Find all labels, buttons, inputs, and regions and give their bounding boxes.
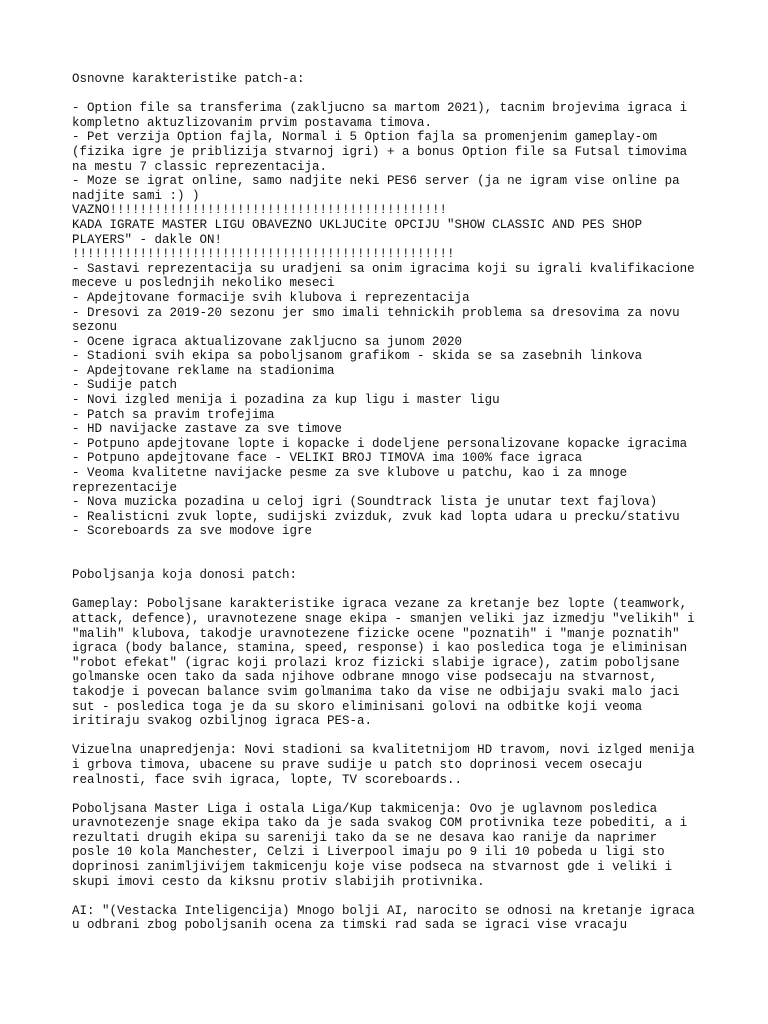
text-line: - Apdejtovane formacije svih klubova i reprezentacija: [72, 290, 470, 305]
text-line: i grbova timova, ubacene su prave sudije u patch sto doprinosi vecem osecaju: [72, 757, 643, 772]
text-line: - Pet verzija Option fajla, Normal i 5 Option fajla sa promenjenim gameplay-om: [72, 130, 658, 145]
text-line: - Nova muzicka pozadina u celoj igri (Soundtrack lista je unutar text fajlova): [72, 495, 658, 510]
text-line: "robot efekat" (igrac koji prolazi kroz fizicki slabije igrace), zatim poboljsane: [72, 655, 680, 670]
text-line: doprinosi zanimljivijem takmicenju koje vise podseca na stvarnost gde i veliki i: [72, 860, 673, 875]
text-line: - Sudije patch: [72, 378, 178, 393]
text-line: posle 10 kola Manchester, Celzi i Liverpool imaju po 9 ili 10 pobeda u ligi sto: [72, 845, 665, 860]
text-line: [72, 554, 732, 569]
text-line: (fizika igre je priblizija stvarnoj igri) + a bonus Option file sa Futsal timovima: [72, 144, 688, 159]
text-line: rezultati drugih ekipa su sareniji tako da se ne desava kao ranije da naprimer: [72, 830, 658, 845]
text-line: - Patch sa pravim trofejima: [72, 407, 275, 422]
text-line: kompletno aktuzlizovanim prvim postavama timova.: [72, 115, 433, 130]
document-body: [72, 72, 732, 933]
text-line: - Sastavi reprezentacija su uradjeni sa onim igracima koji su igrali kvalifikacione: [72, 261, 695, 276]
text-line: realnosti, face svih igraca, lopte, TV scoreboards..: [72, 772, 463, 787]
text-line: - Stadioni svih ekipa sa poboljsanom grafikom - skida se sa zasebnih linkova: [72, 349, 643, 364]
text-line: [72, 583, 732, 598]
text-line: - Realisticni zvuk lopte, sudijski zvizduk, zvuk kad lopta udara u precku/stativu: [72, 509, 680, 524]
text-line: na mestu 7 classic reprezentacija.: [72, 159, 328, 174]
text-line: - Moze se igrat online, samo nadjite neki PES6 server (ja ne igram vise online pa: [72, 174, 680, 189]
text-line: AI: "(Vestacka Inteligencija) Mnogo bolji AI, narocito se odnosi na kretanje igraca: [72, 903, 695, 918]
text-line: Poboljsana Master Liga i ostala Liga/Kup takmicenja: Ovo je uglavnom posledica: [72, 801, 658, 816]
text-line: - Scoreboards za sve modove igre: [72, 524, 313, 539]
text-line: uravnotezenje snage ekipa tako da je sada svakog COM protivnika teze pobediti, a i: [72, 816, 688, 831]
text-line: [72, 87, 732, 102]
text-line: u odbrani zbog poboljsanih ocena za timski rad sada se igraci vise vracaju: [72, 918, 628, 933]
text-line: [72, 729, 732, 744]
text-line: takodje i povecan balance svim golmanima tako da vise ne odbijaju svaki malo jaci: [72, 684, 680, 699]
text-line: [72, 889, 732, 904]
text-line: attack, defence), uravnotezene snage ekipa - smanjen veliki jaz izmedju "velikih" i: [72, 611, 695, 626]
text-line: VAZNO!!!!!!!!!!!!!!!!!!!!!!!!!!!!!!!!!!!!!!!!!!!!!: [72, 203, 448, 218]
text-line: [72, 539, 732, 554]
text-line: - Novi izgled menija i pozadina za kup ligu i master ligu: [72, 393, 500, 408]
text-line: golmanske ocen tako da sada njihove odbrane mnogo vise podsecaju na stvarnost,: [72, 670, 658, 685]
text-line: [72, 787, 732, 802]
text-line: PLAYERS" - dakle ON!: [72, 232, 223, 247]
text-line: Osnovne karakteristike patch-a:: [72, 72, 305, 86]
text-line: - Dresovi za 2019-20 sezonu jer smo imali tehnickih problema sa dresovima za novu: [72, 305, 680, 320]
text-line: igraca (body balance, stamina, speed, response) i kao posledica toga je eliminisan: [72, 641, 688, 656]
text-line: nadjite sami :) ): [72, 188, 200, 203]
text-line: - Potpuno apdejtovane face - VELIKI BROJ TIMOVA ima 100% face igraca: [72, 451, 583, 466]
text-line: "malih" klubova, takodje uravnotezene fizicke ocene "poznatih" i "manje poznatih": [72, 626, 680, 641]
text-line: !!!!!!!!!!!!!!!!!!!!!!!!!!!!!!!!!!!!!!!!!!!!!!!!!!!: [72, 247, 455, 262]
text-line: meceve u poslednjih nekoliko meseci: [72, 276, 335, 291]
text-line: sezonu: [72, 320, 118, 335]
text-line: Poboljsanja koja donosi patch:: [72, 568, 298, 583]
text-line: skupi imovi cesto da kiksnu protiv slabijih protivnika.: [72, 874, 485, 889]
text-line: - HD navijacke zastave za sve timove: [72, 422, 343, 437]
text-line: reprezentacije: [72, 480, 178, 495]
text-line: KADA IGRATE MASTER LIGU OBAVEZNO UKLJUCite OPCIJU "SHOW CLASSIC AND PES SHOP: [72, 217, 643, 232]
text-line: - Option file sa transferima (zakljucno sa martom 2021), tacnim brojevima igraca i: [72, 101, 688, 116]
text-line: iritiraju svakog ozbiljnog igraca PES-a.: [72, 714, 373, 729]
text-line: - Potpuno apdejtovane lopte i kopacke i dodeljene personalizovane kopacke igracima: [72, 436, 688, 451]
text-line: - Apdejtovane reklame na stadionima: [72, 363, 335, 378]
text-line: - Ocene igraca aktualizovane zakljucno sa junom 2020: [72, 334, 463, 349]
text-line: sut - posledica toga je da su skoro eliminisani golovi na odbitke koji veoma: [72, 699, 643, 714]
text-line: Gameplay: Poboljsane karakteristike igraca vezane za kretanje bez lopte (teamwork,: [72, 597, 688, 612]
text-line: Vizuelna unapredjenja: Novi stadioni sa kvalitetnijom HD travom, novi izlged menija: [72, 743, 695, 758]
text-line: - Veoma kvalitetne navijacke pesme za sve klubove u patchu, kao i za mnoge: [72, 466, 628, 481]
